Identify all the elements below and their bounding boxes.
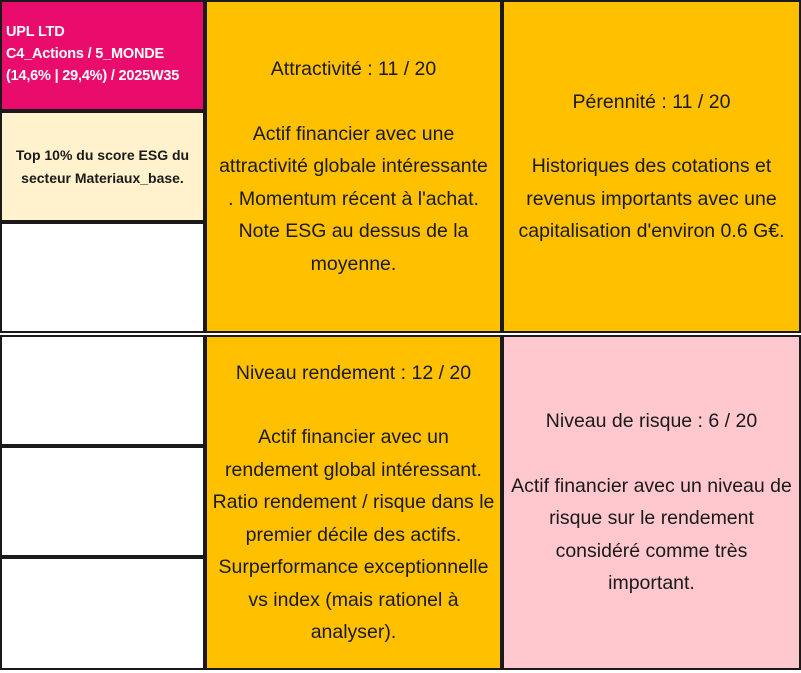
- rendement-panel: [205, 335, 502, 670]
- empty-cell: [0, 446, 205, 557]
- company-header: [0, 0, 205, 111]
- description-line: Historiques des cotations et: [531, 155, 772, 177]
- perennite-title: Pérennité : 11 / 20: [572, 90, 731, 113]
- risque-panel: [502, 335, 801, 670]
- description-line: Ratio rendement / risque dans le: [212, 491, 495, 513]
- attractivite-description: [207, 118, 500, 281]
- description-line: Actif financier avec un: [258, 426, 449, 448]
- rendement-description: [207, 421, 500, 649]
- company-name: UPL LTD: [6, 24, 65, 40]
- attractivite-panel: [205, 0, 502, 333]
- description-line: revenus importants avec une: [526, 187, 777, 210]
- attractivite-title: Attractivité : 11 / 20: [270, 58, 437, 80]
- perennite-panel: [502, 0, 801, 333]
- esg-note-cell: [0, 111, 205, 222]
- category-label: C4_Actions / 5_MONDE: [6, 46, 164, 62]
- description-line: premier décile des actifs.: [245, 523, 462, 546]
- risque-title: Niveau de risque : 6 / 20: [545, 410, 758, 433]
- description-line: capitalisation d'environ 0.6 G€.: [518, 220, 785, 242]
- risque-description: [504, 470, 799, 600]
- description-line: Surperformance exceptionnelle: [218, 556, 489, 578]
- description-line: vs index (mais rationel à: [248, 588, 459, 611]
- description-line: important.: [608, 572, 695, 595]
- description-line: moyenne.: [310, 252, 397, 275]
- empty-cell: [0, 557, 205, 670]
- empty-cell: [0, 222, 205, 333]
- description-line: considéré comme très: [555, 539, 748, 562]
- description-line: Actif financier avec un niveau de: [511, 474, 792, 497]
- description-line: risque sur le rendement: [549, 507, 754, 530]
- description-line: . Momentum récent à l'achat.: [228, 187, 479, 210]
- performance-stats: (14,6% | 29,4%) / 2025W35: [6, 68, 180, 84]
- description-line: Actif financier avec une: [252, 122, 455, 145]
- description-line: analyser).: [310, 621, 397, 643]
- description-line: Note ESG au dessus de la: [238, 220, 469, 242]
- description-line: attractivité globale intéressante: [219, 155, 488, 177]
- esg-note-line: secteur Materiaux_base.: [21, 170, 184, 186]
- esg-note-line: Top 10% du score ESG du: [15, 147, 190, 163]
- empty-cell: [0, 335, 205, 446]
- description-line: rendement global intéressant.: [225, 458, 482, 481]
- rendement-title: Niveau rendement : 12 / 20: [235, 361, 472, 384]
- perennite-description: [504, 150, 799, 248]
